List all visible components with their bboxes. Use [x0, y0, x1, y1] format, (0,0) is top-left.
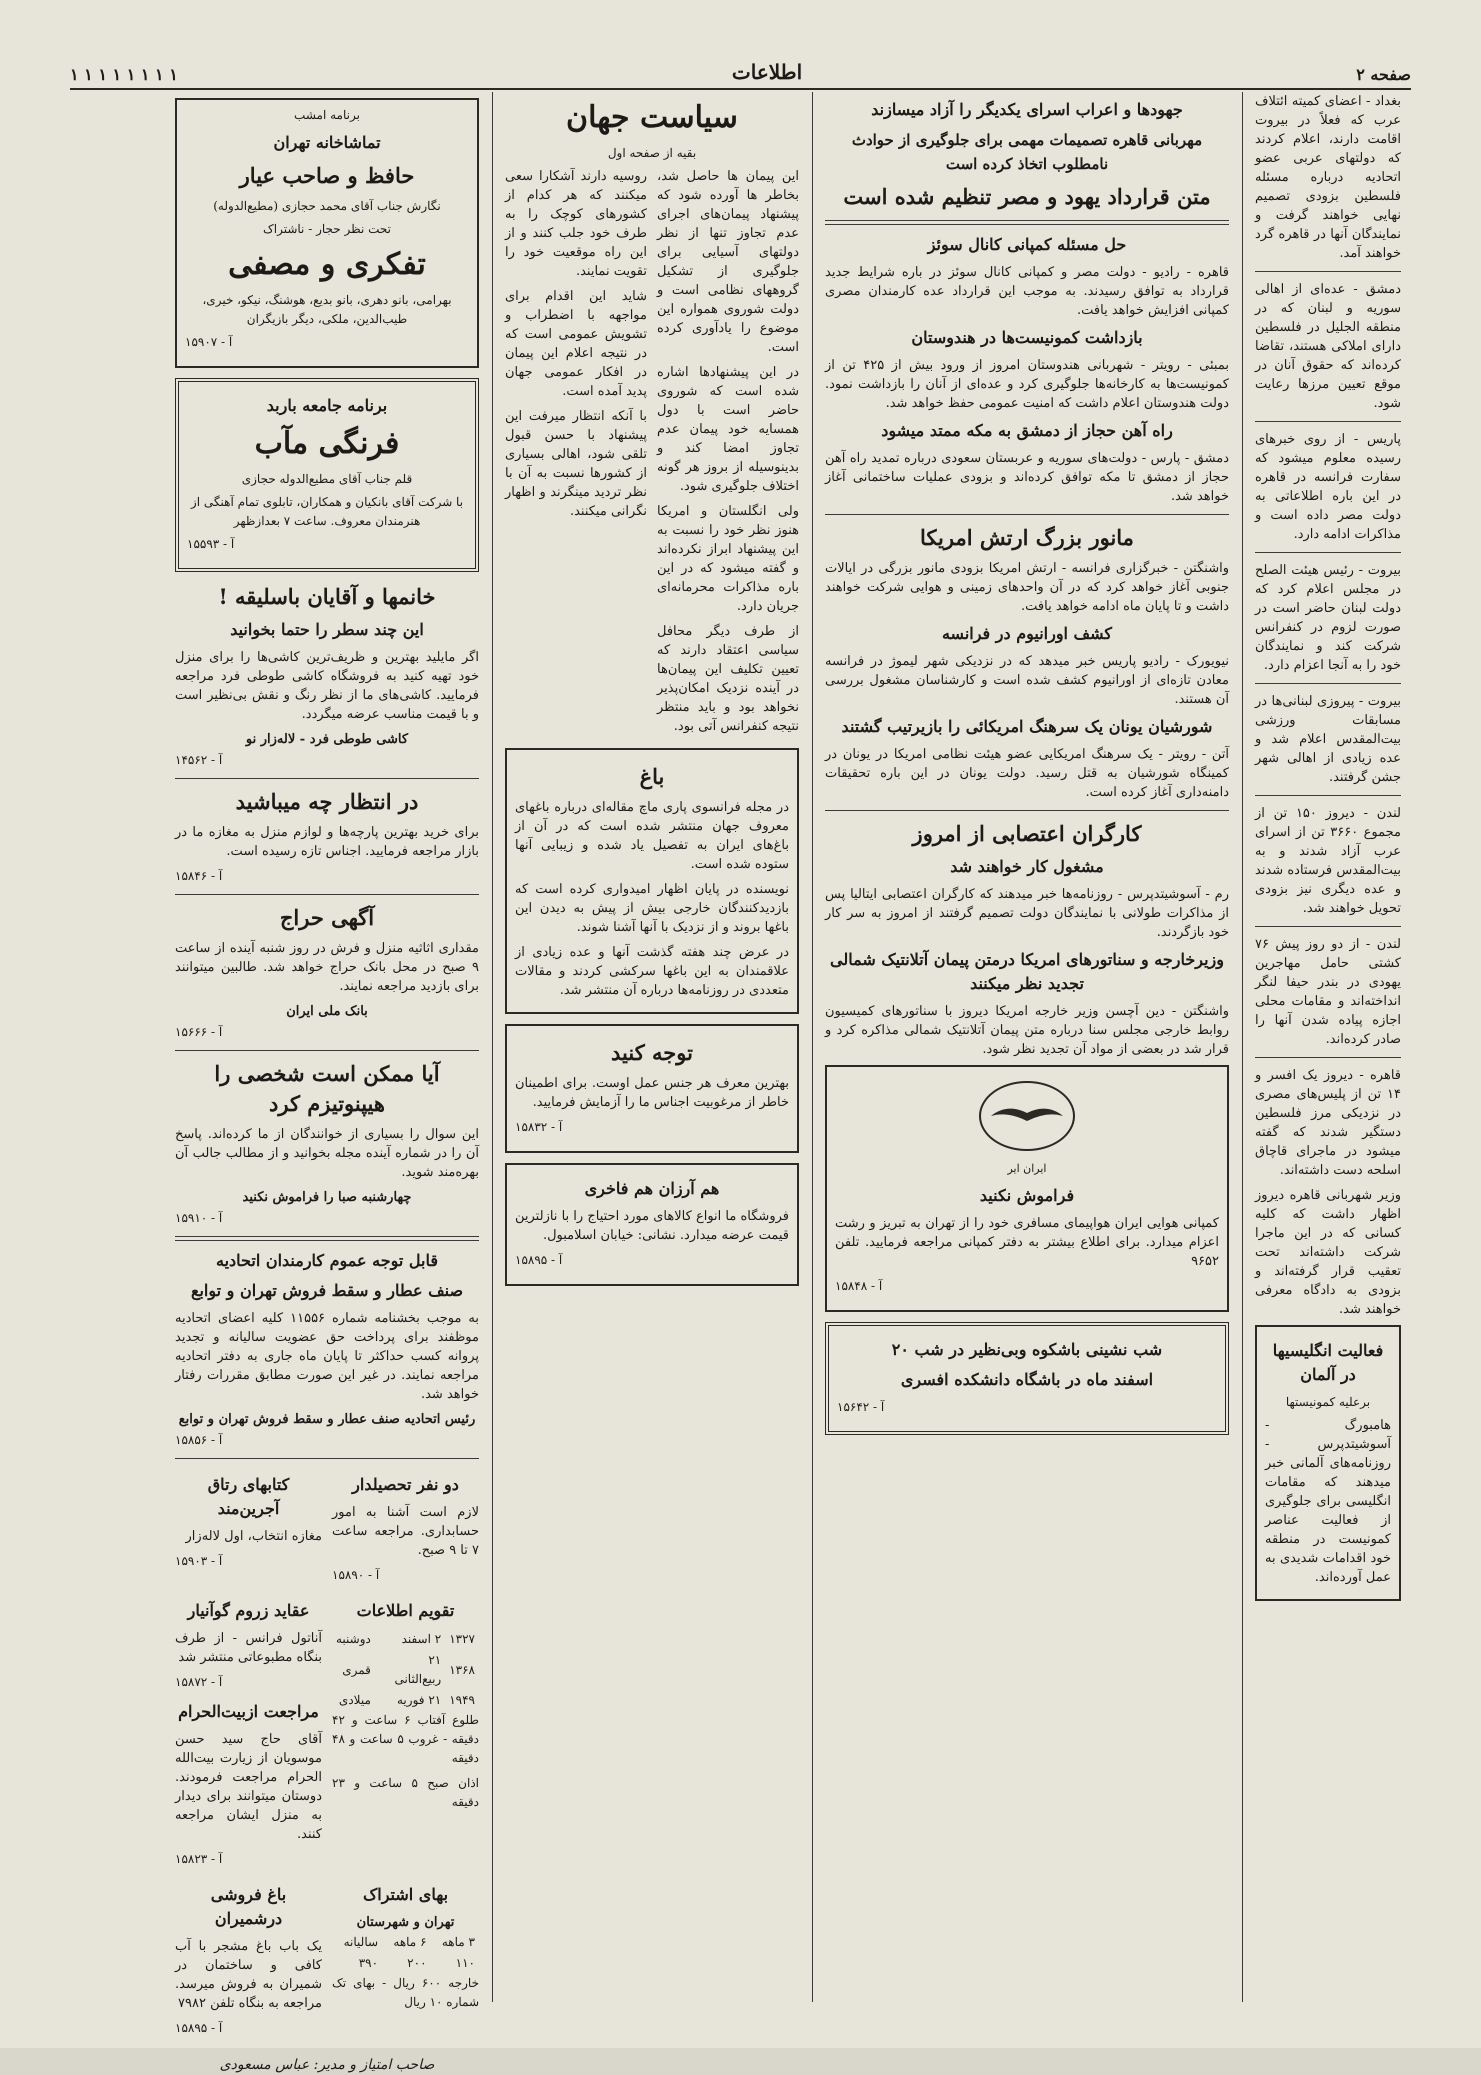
play-cast: بهرامی، بانو دهری، بانو بدیع، هوشنگ، نیکو، خیری، طیب‌الدین، ملکی، دیگر بازیگران [202, 293, 452, 326]
auction-sign: بانک ملی ایران [286, 1004, 368, 1019]
atlantic-headline: وزیرخارجه و سناتورهای امریکا درمتن پیمان آتلانتیک شمالی تجدید نظر میکنند [829, 950, 1224, 993]
date-line: ۱ ۱ ۱ ۱ ۱ ۱ ۱ ۱ [70, 65, 178, 84]
subscription [332, 1877, 479, 2046]
bagh-section [505, 748, 799, 1014]
divider [175, 1050, 479, 1051]
atlantic-text: واشنگتن - دین آچسن وزیر خارجه امریکا دیروز با سناتورهای کمیسیون روابط خارجی مجلس سنا درباره متن پیمان آتلانتیک شمالی مذاکره کرد و قرار شد در بعضی از مواد آن تجدید نظر شود. [825, 1004, 1229, 1057]
auction-text: مقداری اثاثیه منزل و فرش در روز شنبه آینده از ساعت ۹ صبح در محل بانک حراج خواهد شد. طالبین میتوانند برای بازدید مراجعه نمایند. [175, 941, 479, 994]
second-play-title: تفکری و مصفی [228, 247, 426, 282]
column-rule [1242, 92, 1243, 2002]
tiles-subtitle: این چند سطر را حتما بخوانید [230, 620, 424, 639]
airline-ad [825, 1065, 1229, 1312]
page-label: صفحه ۲ [1356, 65, 1411, 84]
ad-code: آ - ۱۵۸۹۵ [515, 1253, 563, 1267]
uniforms-text: آناتول فرانس - از طرف بنگاه مطبوعاتی منتشر شد [175, 1631, 322, 1665]
strike-subheadline: مشغول کار خواهند شد [950, 857, 1104, 876]
ad-code: آ - ۱۵۸۹۰ [332, 1568, 380, 1582]
return-title: مراجعت ازبیت‌الحرام [178, 1702, 319, 1721]
ad-code: آ - ۱۵۹۰۷ [185, 335, 233, 349]
news-paragraph: با آنکه انتظار میرفت این پیشنهاد با حسن قبول تلقی شود، اهالی بسیاری از کشورها نسبت به آن با نظر تردید مینگرند و اظهار نگرانی میکنند. [505, 409, 647, 519]
calendar-prayer: اذان صبح ۵ ساعت و ۲۳ دقیقه [332, 1776, 479, 1809]
calendar [332, 1593, 479, 1877]
play-author: نگارش جناب آقای محمد حجازی (مطیع‌الدوله) [213, 199, 441, 213]
divider [1255, 926, 1401, 927]
railway-headline: راه آهن حجاز از دمشق به مکه ممتد میشود [881, 421, 1173, 440]
top-subheadline: مهربانی قاهره تصمیمات مهمی برای جلوگیری از حوادث نامطلوب اتخاذ کرده است [851, 131, 1203, 173]
await-title: در انتظار چه میباشید [235, 789, 419, 814]
germany-text: هامبورگ - آسوشیتدپرس - روزنامه‌های آلمانی خبر میدهند که مقامات انگلیسی برای جلوگیری از فعالیت عناصر کمونیست در منطقه خود اقدامات شدیدی به عمل آورده‌اند. [1265, 1418, 1391, 1585]
return-text: آقای حاج سید حسن موسویان از زیارت بیت‌الله الحرام مراجعت فرمودند. دوستان میتوانند برای دیدار به منزل ایشان مراجعه کنند. [175, 1732, 322, 1842]
attention-text: بهترین معرف هر جنس عمل اوست. برای اطمینان خاطر از مرغوبیت اجناس ما را آزمایش فرمایید. [515, 1076, 789, 1110]
uranium-text: نیویورک - رادیو پاریس خبر میدهد که در نزدیکی شهر لیموژ در فرانسه معادن تازه‌ای از اورانیوم کشف شده است و کارشناسان مشغول بررسی آن هستند. [825, 654, 1229, 707]
us-headline: مانور بزرگ ارتش امریکا [920, 525, 1134, 550]
cheap-ad [505, 1163, 799, 1286]
owner-signature: صاحب امتیاز و مدیر: عباس مسعودی [219, 2057, 435, 2073]
union-title: قابل توجه عموم کارمندان اتحادیه [216, 1251, 438, 1270]
small-ads-row [175, 1467, 479, 1593]
barbad-title: برنامه جامعه باربد [266, 396, 388, 415]
news-paragraph: در این پیشنهادها اشاره شده است که شوروی حاضر است با دول همسایه خود پیمان عدم تجاوز امضا کند و بدینوسیله از بروز هر گونه اختلاف جلوگیری شود. [657, 365, 799, 494]
news-paragraph: بیروت - رئیس هیئت الصلح در مجلس اعلام کرد که دولت لبنان حاضر است در صورت لزوم در کنفرانس شرکت کند و نمایندگان خود را به آنجا اعزام دارد. [1255, 563, 1401, 673]
attention-ad [505, 1024, 799, 1153]
divider [825, 810, 1229, 811]
news-paragraph: بغداد - اعضای کمیته ائتلاف عرب که فعلاً در بیروت اقامت دارند، اعلام کردند که دولتهای عربی عضو اتحادیه درباره مسئله فلسطین بزودی تصمیم نهایی خواهند گرفت و نمایندگان آنها در قاهره گرد خواهند آمد. [1255, 94, 1401, 261]
masthead [70, 48, 1411, 90]
theater-ad [175, 98, 479, 368]
ad-code: آ - ۱۵۸۴۸ [835, 1279, 883, 1293]
hypnosis-ad [175, 1059, 479, 1228]
ad-code: آ - ۱۵۶۴۲ [837, 1400, 885, 1414]
ad-code: آ - ۱۵۸۵۶ [175, 1433, 223, 1447]
greek-headline: شورشیان یونان یک سرهنگ امریکائی را بازیرتیب گشتند [841, 717, 1213, 736]
news-paragraph: از طرف دیگر محافل سیاسی اعتقاد دارند که تعیین تکلیف این پیمان‌ها در آینده نزدیک امکان‌پذیر نخواهد بود و باید منتظر نتیجه کنفرانس آتی بود. [657, 624, 799, 734]
divider [1255, 795, 1401, 796]
world-politics-body [505, 167, 799, 742]
garden-text: یک باب باغ مشجر با آب کافی و ساختمان در شمیران به فروش میرسد. مراجعه به بنگاه تلفن ۷۹۸۲ [175, 1939, 322, 2011]
greek-text: آتن - رویتر - یک سرهنگ امریکایی عضو هیئت نظامی امریکا در یونان در کمینگاه شورشیان به قتل رسید. دولت یونان در این باره تحقیقات دامنه‌داری آغاز کرده است. [825, 747, 1229, 800]
ad-code: آ - ۱۵۵۹۳ [187, 537, 235, 551]
uniforms-title: عقاید زروم گوآنیار [187, 1601, 310, 1620]
play-director: تحت نظر حجار - ناشتراک [263, 222, 391, 236]
barbad-ad [175, 378, 479, 572]
wings-icon [987, 1091, 1067, 1141]
continued-note: بقیه از صفحه اول [607, 146, 697, 160]
airline-ad-title: فراموش نکنید [979, 1186, 1075, 1205]
divider [1255, 683, 1401, 684]
barbad-author: قلم جناب آقای مطیع‌الدوله حجازی [241, 472, 413, 486]
news-paragraph: لندن - دیروز ۱۵۰ تن از مجموع ۳۶۶۰ تن از اسرای عرب آزاد شدند و به بیت‌المقدس فرستاده شدند و عده دیگری نیز بزودی تحویل خواهند شد. [1255, 806, 1401, 916]
divider [175, 1458, 479, 1459]
news-paragraph: روسیه دارند آشکارا سعی میکنند که هر کدام از کشورهای کوچک را به طرف خود جلب کنند و از این راه موقعیت خود را تقویت نمایند. [505, 169, 647, 279]
event-title: شب نشینی باشکوه وبی‌نظیر در شب ۲۰ [891, 1340, 1163, 1359]
calendar-sun: طلوع آفتاب ۶ ساعت و ۴۲ دقیقه - غروب ۵ ساعت و ۴۸ دقیقه [332, 1713, 479, 1765]
divider [825, 220, 1229, 225]
divider [1255, 1057, 1401, 1058]
tutor-title: دو نفر تحصیلدار [352, 1475, 459, 1494]
attention-title: توجه کنید [611, 1040, 693, 1065]
tiles-text: اگر مایلید بهترین و ظریف‌ترین کاشی‌ها را برای منزل خود تهیه کنید به فروشگاه کاشی طوطی فرد مراجعه فرمایید. کاشی‌های ما از نظر رنگ و نقش بی‌نظیر است و با قیمت مناسب عرضه میگردد. [175, 650, 479, 722]
ad-code: آ - ۱۵۸۷۲ [175, 1675, 223, 1689]
strike-headline: کارگران اعتصابی از امروز [912, 821, 1142, 846]
column-rule [492, 92, 493, 2002]
germany-title: فعالیت انگلیسیها در آلمان [1272, 1341, 1384, 1384]
airline-ad-text: کمپانی هوایی ایران هواپیمای مسافری خود را از تهران به تبریز و رشت اعزام میدارد. برای اطلاع بیشتر به دفتر کمپانی مراجعه فرمایید. تلفن ۹۶۵۲ [835, 1216, 1219, 1269]
uranium-headline: کشف اورانیوم در فرانسه [941, 624, 1113, 643]
barbad-note: با شرکت آقای بانکیان و همکاران، تابلوی تمام آهنگی از هنرمندان معروف. ساعت ۷ بعدازظهر [190, 495, 464, 528]
bagh-text: نویسنده در پایان اظهار امیدواری کرده است که بازدیدکنندگان خارجی بیش از پیش به دیدن این باغها بروند و از نزدیک با آنها آشنا شوند. [515, 882, 789, 935]
books-ad [175, 1467, 322, 1593]
germany-subtitle: برعلیه کمونیستها [1285, 1395, 1371, 1409]
airline-logo-icon [979, 1081, 1075, 1151]
auction-title: آگهی حراج [279, 905, 375, 930]
divider [1255, 271, 1401, 272]
union-sign: رئیس اتحادیه صنف عطار و سقط فروش تهران و توابع [178, 1412, 476, 1427]
news-paragraph: دمشق - عده‌ای از اهالی سوریه و لبنان که در منطقه الجلیل در فلسطین دارای املاکی هستند، تقاضا کرده‌اند که حقوق آنان در موقع تعیین مرزها رعایت شود. [1255, 282, 1401, 411]
news-paragraph: این پیمان ها حاصل شد، بخاطر ها آورده شود که پیشنهاد پیمان‌های اجرای عدم تجاوز تنها از نظر دولتهای آسیایی برای جلوگیری از تشکیل گروههای نظامی است و دولت شوروی همواره این موضوع را یادآوری کرده است. [657, 169, 799, 355]
union-title-2: صنف عطار و سقط فروش تهران و توابع [190, 1281, 464, 1300]
barbad-play: فرنگی مآب [254, 426, 400, 461]
paper-name: اطلاعات [731, 60, 803, 84]
news-paragraph: شاید این اقدام برای مواجهه با اضطراب و تشویش عمومی است که در نتیجه اعلام این پیمان در افکار عمومی جهان پدید آمده است. [505, 289, 647, 399]
tutor-ad [332, 1467, 479, 1593]
event-ad [825, 1322, 1229, 1435]
tiles-title: خانمها و آقایان باسلیقه ! [218, 584, 436, 609]
hypnosis-title: آیا ممکن است شخصی را هیپنوتیزم کرد [214, 1061, 440, 1116]
column-left [167, 92, 487, 2073]
divider [175, 778, 479, 779]
india-text: بمبئی - رویتر - شهربانی هندوستان امروز از ورود بیش از ۴۲۵ تن از کمونیست‌ها به کارخانه‌ها جلوگیری کرد و عده‌ای از آنان را بازداشت نمود. دولت هندوستان اعلام داشت که امنیت عمومی حفظ خواهد شد. [825, 358, 1229, 411]
us-text: واشنگتن - خبرگزاری فرانسه - ارتش امریکا بزودی مانور بزرگی در ایالات جنوبی آغاز خواهد کرد که در آن واحدهای زمینی و هوایی شرکت خواهند داشت و تا پایان ماه ادامه خواهد یافت. [825, 561, 1229, 614]
subscription-head: تهران و شهرستان [356, 1915, 455, 1930]
books-text: مغازه انتخاب، اول لاله‌زار [185, 1529, 322, 1544]
world-politics-title: سیاست جهان [566, 100, 738, 135]
tiles-ad [175, 582, 479, 770]
ad-code: آ - ۱۵۹۱۰ [175, 1211, 223, 1225]
cheap-title: هم آرزان هم فاخری [584, 1179, 720, 1198]
await-ad [175, 787, 479, 886]
play-title: حافظ و صاحب عیار [239, 163, 415, 188]
airline-logo-text: ایران ایر [1007, 1162, 1047, 1175]
table-row: ۱۳۲۷ ۲ اسفند دوشنبه [336, 1632, 475, 1646]
news-paragraph: قاهره - دیروز یک افسر و ۱۴ تن از پلیس‌های مصری در نزدیکی مرز فلسطین دستگیر شدند که گفته میشود در ماجرای قاچاق اسلحه دست داشته‌اند. [1255, 1068, 1401, 1178]
ad-code: آ - ۱۵۹۰۳ [175, 1554, 223, 1568]
subscription-title: بهای اشتراک [362, 1885, 449, 1904]
main-headline: متن قرارداد یهود و مصر تنظیم شده است [843, 184, 1211, 209]
news-paragraph: لندن - از دو روز پیش ۷۶ کشتی حامل مهاجرین یهودی در بندر حیفا لنگر انداخته‌اند و مقامات محلی اجازه پیاده شدن آنها را صادر کرده‌اند. [1255, 937, 1401, 1047]
union-text: به موجب بخشنامه شماره ۱۱۵۵۶ کلیه اعضای اتحادیه موظفند برای پرداخت حق عضویت سالیانه و تجدید پروانه کسب حداکثر تا پایان ماه جاری به دفتر اتحادیه مراجعه نمایند. در غیر این صورت مطابق مقررات رفتار خواهد شد. [175, 1311, 479, 1402]
auction-ad [175, 903, 479, 1042]
small-ads-row [175, 1877, 479, 2046]
small-ads-row [175, 1593, 479, 1877]
await-text: برای خرید بهترین پارچه‌ها و لوازم منزل به مغازه ما در بازار مراجعه فرمایید. اجناس تازه رسیده است. [175, 825, 479, 859]
subscription-table [332, 1932, 479, 1974]
column-rule [812, 92, 813, 2002]
cheap-text: فروشگاه ما انواع کالاهای مورد احتیاج را با نازلترین قیمت عرضه میدارد. نشانی: خیابان اسلامبول. [515, 1209, 789, 1243]
bagh-text: در مجله فرانسوی پاری ماچ مقاله‌ای درباره باغهای معروف جهان منتشر شده است که در آن از باغ‌های ایران به تفصیل یاد شده و زیبایی آنها ستوده شده است. [515, 800, 789, 872]
india-headline: بازداشت کمونیست‌ها در هندوستان [911, 328, 1143, 347]
bagh-text: در عرض چند هفته گذشت آنها و عده زیادی از علاقمندان به این باغها سرکشی کردند و مقالات متعددی در روزنامه‌ها درباره آن منتشر شد. [515, 945, 789, 998]
theater-name: تماشاخانه تهران [273, 133, 381, 152]
suez-headline: حل مسئله کمپانی کانال سوئز [927, 235, 1127, 254]
divider [175, 894, 479, 895]
bagh-title: باغ [639, 764, 665, 789]
divider [1255, 552, 1401, 553]
hypnosis-sign: چهارشنبه صبا را فراموش نکنید [242, 1190, 412, 1205]
divider [1255, 421, 1401, 422]
table-row: ۱۱۰ ۲۰۰ ۳۹۰ [358, 1956, 475, 1970]
event-subtitle: اسفند ماه در باشگاه دانشکده افسری [900, 1370, 1154, 1389]
suez-text: قاهره - رادیو - دولت مصر و کمپانی کانال سوئز در باره شرایط جدید قرارداد به توافق رسیدند. به موجب این قرارداد عده کارمندان مصری کمپانی افزایش خواهد یافت. [825, 265, 1229, 318]
table-row: ۱۹۴۹ ۲۱ فوریه میلادی [338, 1693, 475, 1707]
news-paragraph: وزیر شهربانی قاهره دیروز اظهار داشت که کلیه کسانی که در این ماجرا شرکت داشته‌اند تحت تعقیب قرار گرفته‌اند و بزودی به دادگاه معرفی خواهند شد. [1255, 1188, 1401, 1317]
news-paragraph: بیروت - پیروزی لبنانی‌ها در مسابقات ورزشی بیت‌المقدس اعلام شد و عده زیادی از اهالی شهر جشن گرفتند. [1255, 694, 1401, 785]
subscription-foreign: خارجه ۶۰۰ ریال - بهای تک شماره ۱۰ ریال [332, 1976, 479, 2009]
tutor-text: لازم است آشنا به امور حسابداری. مراجعه ساعت ۷ تا ۹ صبح. [332, 1505, 479, 1558]
news-paragraph: ولی انگلستان و امریکا هنوز نظر خود را نسبت به این پیشنهاد ابراز نکرده‌اند و گفته میشود که در این باره مذاکرات محرمانه‌ای جریان دارد. [657, 504, 799, 614]
ad-code: آ - ۱۵۸۳۲ [515, 1120, 563, 1134]
table-row: ۳ ماهه ۶ ماهه سالیانه [343, 1935, 475, 1949]
ad-code: آ - ۱۵۸۴۶ [175, 869, 223, 883]
calendar-table [332, 1629, 479, 1711]
book-ad-2 [175, 1593, 322, 1877]
column-right [1247, 92, 1409, 2002]
news-paragraph: پاریس - از روی خبرهای رسیده معلوم میشود که سفارت فرانسه در قاهره در این باره اطلاعاتی به دولت مصر داده است و مذاکرات ادامه دارد. [1255, 432, 1401, 542]
calendar-title: تقویم اطلاعات [356, 1601, 455, 1620]
hypnosis-text: این سوال را بسیاری از خوانندگان از ما کرده‌اند. پاسخ آن را در شماره آینده مجله بخوانید و از مطالب جالب آن بهره‌مند شوید. [175, 1127, 479, 1180]
railway-text: دمشق - پارس - دولت‌های سوریه و عربستان سعودی درباره تمدید راه آهن حجاز از دمشق تا مکه توافق کرده‌اند و بزودی عملیات ساختمانی آغاز خواهد شد. [825, 451, 1229, 504]
union-ad [175, 1249, 479, 1450]
divider [175, 1236, 479, 1241]
ad-code: آ - ۱۵۶۶۶ [175, 1025, 223, 1039]
strike-text: رم - آسوشیتدپرس - روزنامه‌ها خبر میدهند که کارگران اعتصابی ایتالیا پس از مذاکرات طولانی با نمایندگان دولت تصمیم گرفتند از امروز به سر کار خود بازگردند. [825, 887, 1229, 940]
divider [825, 514, 1229, 515]
ad-code: آ - ۱۴۵۶۲ [175, 753, 223, 767]
garden-ad [175, 1877, 322, 2046]
books-title: کتابهای رتاق آجرین‌مند [207, 1475, 290, 1518]
column-right-center [817, 92, 1237, 2002]
ad-code: آ - ۱۵۸۹۵ [175, 2021, 223, 2035]
column-left-center [497, 92, 807, 2002]
top-kicker: جهودها و اعراب اسرای یکدیگر را آزاد میسازند [871, 100, 1183, 119]
germany-box [1255, 1325, 1401, 1601]
garden-title: باغ فروشی درشمیران [210, 1885, 287, 1928]
table-row: ۱۳۶۸ ۲۱ ربیع‌الثانی قمری [342, 1653, 475, 1686]
program-kicker: برنامه امشب [294, 108, 360, 122]
ad-code: آ - ۱۵۸۲۳ [175, 1852, 223, 1866]
tiles-sign: کاشی طوطی فرد - لاله‌زار نو [245, 732, 409, 747]
